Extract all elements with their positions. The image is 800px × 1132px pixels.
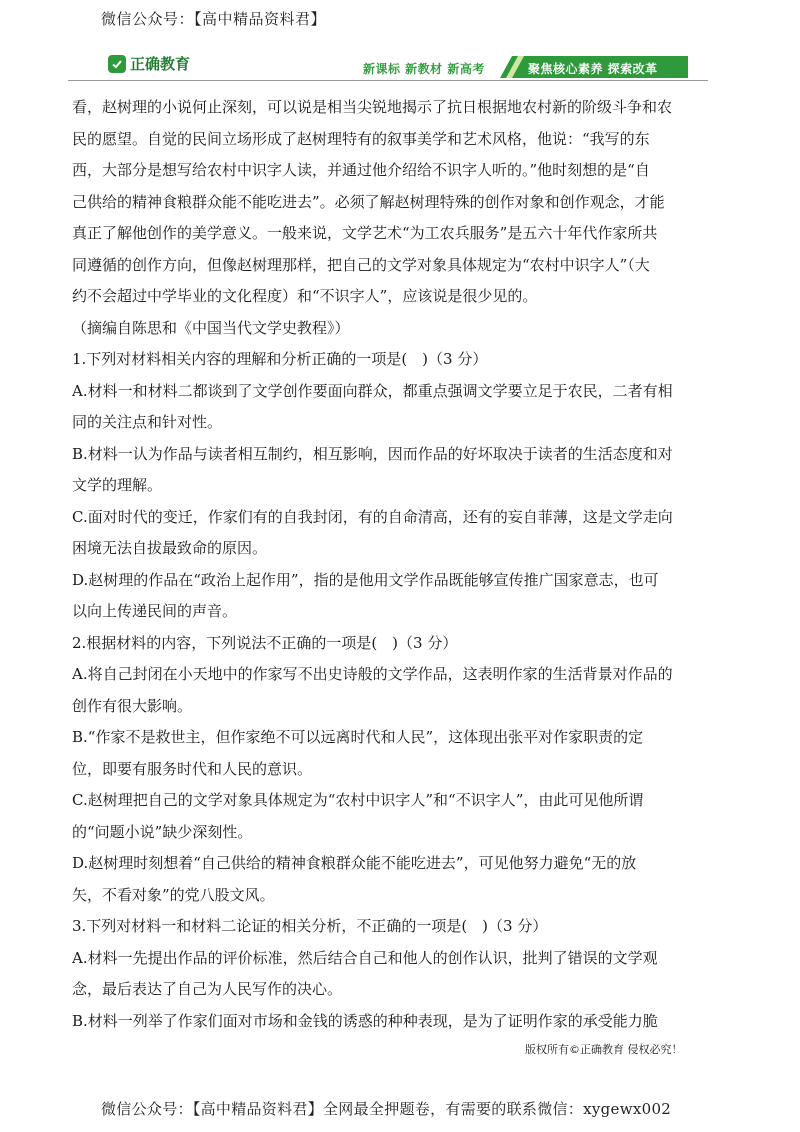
option-line: 念，最后表达了自己为人民写作的决心。 bbox=[72, 980, 343, 998]
question-stem: 1.下列对材料相关内容的理解和分析正确的一项是( )（3 分） bbox=[72, 350, 488, 368]
header-banner-text: 聚焦核心素养 探索改革 bbox=[528, 62, 658, 76]
option-line: A.将自己封闭在小天地中的作家写不出史诗般的文学作品，这表明作家的生活背景对作品的 bbox=[72, 665, 673, 683]
passage-line: 同遵循的创作方向，但像赵树理那样，把自己的文学对象具体规定为“农村中识字人”（大 bbox=[72, 255, 650, 274]
passage bbox=[72, 92, 728, 313]
question-1 bbox=[72, 344, 728, 628]
question-3 bbox=[72, 911, 728, 1037]
option-line: B.材料一认为作品与读者相互制约，相互影响，因而作品的好坏取决于读者的生活态度和对 bbox=[72, 444, 673, 463]
source-attribution: （摘编自陈思和《中国当代文学史教程》） bbox=[72, 318, 350, 337]
brand-logo bbox=[108, 53, 190, 74]
document-body bbox=[72, 92, 728, 1037]
bottom-watermark: 微信公众号：【高中精品资料君】全网最全押题卷，有需要的联系微信：xygewx002 bbox=[101, 1100, 672, 1118]
header-tagline: 新课标 新教材 新高考 bbox=[363, 62, 485, 76]
option-line: A.材料一和材料二都谈到了文学创作要面向群众，都重点强调文学要立足于农民，二者有相 bbox=[72, 381, 673, 400]
option-line: 矢，不看对象”的党八股文风。 bbox=[72, 885, 275, 904]
option-line: B.材料一列举了作家们面对市场和金钱的诱惑的种种表现，是为了证明作家的承受能力脆 bbox=[72, 1011, 658, 1030]
option-line: 的“问题小说”缺少深刻性。 bbox=[72, 822, 253, 841]
option-line: 创作有很大影响。 bbox=[72, 696, 193, 715]
option-line: B.“作家不是救世主，但作家绝不可以远离时代和人民”，这体现出张平对作家职责的定 bbox=[72, 728, 644, 746]
question-2 bbox=[72, 628, 728, 912]
option-line: 以向上传递民间的声音。 bbox=[72, 602, 238, 620]
option-line: D.赵树理时刻想着“自己供给的精神食粮群众能不能吃进去”，可见他努力避免“无的放 bbox=[72, 854, 637, 872]
passage-line: 西，大部分是想写给农村中识字人读，并通过他介绍给不识字人听的。”他时刻想的是“自 bbox=[72, 161, 650, 179]
option-line: 位，即要有服务时代和人民的意识。 bbox=[72, 759, 313, 778]
option-line: 困境无法自拔最致命的原因。 bbox=[72, 539, 268, 557]
checkmark-icon bbox=[108, 55, 126, 73]
header-divider bbox=[68, 80, 708, 81]
question-stem: 3.下列对材料一和材料二论证的相关分析，不正确的一项是( )（3 分） bbox=[72, 917, 548, 935]
option-line: C.面对时代的变迁，作家们有的自我封闭，有的自命清高，还有的妄自菲薄，这是文学走向 bbox=[72, 507, 673, 526]
question-stem: 2.根据材料的内容，下列说法不正确的一项是( )（3 分） bbox=[72, 633, 458, 652]
passage-line: 己供给的精神食粮群众能不能吃进去”。必须了解赵树理特殊的创作对象和创作观念，才能 bbox=[72, 192, 665, 211]
copyright-notice: 版权所有©正确教育 侵权必究！ bbox=[525, 1043, 683, 1056]
passage-line: 民的愿望。自觉的民间立场形成了赵树理特有的叙事美学和艺术风格，他说：“我写的东 bbox=[72, 129, 650, 148]
brand-name: 正确教育 bbox=[130, 55, 191, 73]
option-line: 文学的理解。 bbox=[72, 476, 163, 494]
option-line: D.赵树理的作品在“政治上起作用”，指的是他用文学作品既能够宣传推广国家意志，也可 bbox=[72, 570, 659, 589]
option-line: A.材料一先提出作品的评价标准，然后结合自己和他人的创作认识，批判了错误的文学观 bbox=[72, 948, 658, 967]
passage-line: 真正了解他创作的美学意义。一般来说，文学艺术“为工农兵服务”是五六十年代作家所共 bbox=[72, 224, 658, 242]
passage-line: 看，赵树理的小说何止深刻，可以说是相当尖锐地揭示了抗日根据地农村新的阶级斗争和农 bbox=[72, 98, 673, 116]
option-line: 同的关注点和针对性。 bbox=[72, 413, 223, 431]
passage-line: 约不会超过中学毕业的文化程度）和“不识字人”，应该说是很少见的。 bbox=[72, 287, 538, 305]
top-watermark: 微信公众号：【高中精品资料君】 bbox=[101, 10, 327, 28]
option-line: C.赵树理把自己的文学对象具体规定为“农村中识字人”和“不识字人”，由此可见他所谓 bbox=[72, 791, 644, 809]
